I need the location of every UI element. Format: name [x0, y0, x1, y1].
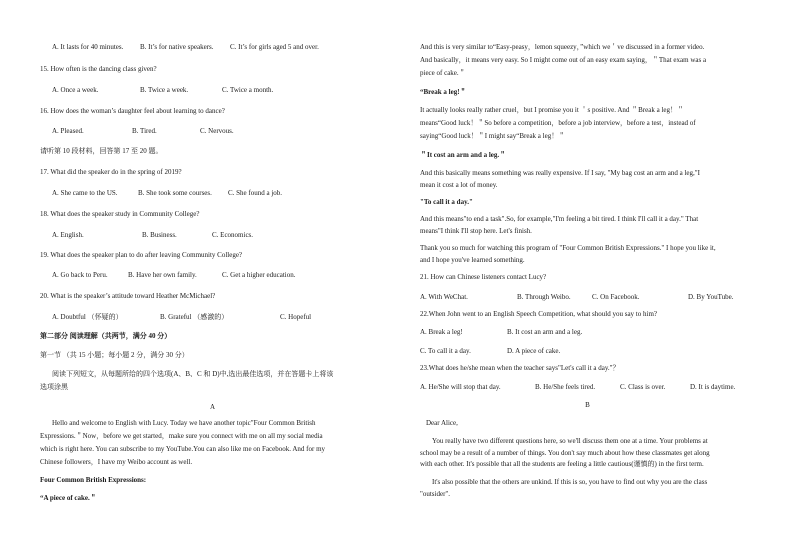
question-22: 22.When John went to an English Speech Competition, what should you say to him? — [420, 310, 657, 318]
section-one-heading: 第一节 （共 15 小题；每小题 2 分，满分 30 分） — [40, 351, 189, 359]
piece-of-cake-heading: “A piece of cake.＂ — [40, 494, 97, 502]
passage-a-line: mean it cost a lot of money. — [420, 181, 498, 189]
passage-a-line: piece of cake.＂ — [420, 69, 466, 77]
passage-a-label: A — [209, 403, 216, 411]
passage-b-label: B — [585, 401, 590, 409]
q18-option-a: A. English. — [52, 231, 84, 239]
q17-option-c: C. She found a job. — [228, 189, 283, 197]
passage-a-line: means"I think I'll stop here. Let's finish. — [420, 227, 532, 235]
letter-greeting: Dear Alice, — [426, 419, 458, 427]
question-20: 20. What is the speaker’s attitude toward Heather McMichael? — [40, 292, 216, 300]
passage-a-line: And this basically means something was really expensive. If I say, "My bag cost an arm and a leg,"I — [420, 169, 700, 177]
q18-option-b: B. Business. — [142, 231, 177, 239]
q19-option-c: C. Get a higher education. — [222, 271, 296, 279]
q22-option-b: B. It cost an arm and a leg. — [507, 328, 583, 336]
q23-option-d: D. It is daytime. — [690, 383, 736, 391]
q21-option-b: B. Through Weibo. — [517, 293, 571, 301]
break-a-leg-heading: “Break a leg!＂ — [420, 88, 467, 96]
q14-option-b: B. It’s for native speakers. — [140, 43, 214, 51]
q14-option-c: C. It’s for girls aged 5 and over. — [230, 43, 319, 51]
passage-a-line: which is right here. You can subscribe to my YouTube.You can also like me on Facebook. And for my — [40, 445, 326, 453]
question-19: 19. What does the speaker plan to do after leaving Community College? — [40, 251, 243, 259]
q16-option-c: C. Nervous. — [200, 127, 234, 135]
passage-b-line: with each other. It's possible that all the students are feeling a little cautious(谨慎的) in the first term. — [420, 460, 704, 468]
q15-option-c: C. Twice a month. — [222, 86, 274, 94]
q23-option-c: C. Class is over. — [620, 383, 666, 391]
q20-option-b: B. Grateful （感激的） — [160, 313, 229, 321]
q21-option-a: A. With WeChat. — [420, 293, 468, 301]
listening-instruction: 请听第 10 段材料，回答第 17 至 20 题。 — [40, 147, 163, 155]
q19-option-a: A. Go back to Peru. — [52, 271, 108, 279]
q23-option-a: A. He/She will stop that day. — [420, 383, 501, 391]
passage-a-line: saying“Good luck！＂I might say“Break a leg！＂ — [420, 132, 566, 140]
passage-b-line: It's also possible that the others are unkind. If this is so, you have to find out why you are the class — [432, 478, 708, 486]
q15-option-a: A. Once a week. — [52, 86, 99, 94]
q17-option-b: B. She took some courses. — [138, 189, 212, 197]
passage-a-line: And this is very similar to“Easy-peasy，lemon squeezy，”which we＇ve discussed in a former video. — [420, 43, 705, 51]
passage-a-line: Chinese followers，I have my Weibo account as well. — [40, 458, 193, 466]
call-it-a-day-heading: "To call it a day." — [420, 198, 473, 206]
q22-option-a: A. Break a leg! — [420, 328, 463, 336]
q16-option-a: A. Pleased. — [52, 127, 84, 135]
passage-b-line: "outsider". — [420, 490, 451, 498]
passage-a-line: Hello and welcome to English with Lucy. Today we have another topic"Four Common British — [52, 419, 316, 427]
passage-a-line: And this means"to end a task".So, for example,"I'm feeling a bit tired. I think I'll call it a day." That — [420, 215, 699, 223]
question-17: 17. What did the speaker do in the spring of 2019? — [40, 168, 182, 176]
question-21: 21. How can Chinese listeners contact Lucy? — [420, 273, 547, 281]
arm-and-leg-heading: ＂It cost an arm and a leg.＂ — [420, 151, 507, 159]
q19-option-b: B. Have her own family. — [128, 271, 197, 279]
passage-b-line: school may be a result of a number of things. You don't say much about how these classmates get along — [420, 449, 710, 457]
q20-option-c: C. Hopeful — [280, 313, 312, 321]
part-two-heading: 第二部分 阅读理解（共两节，满分 40 分） — [40, 332, 172, 340]
q23-option-b: B. He/She feels tired. — [535, 383, 596, 391]
question-18: 18. What does the speaker study in Community College? — [40, 210, 200, 218]
passage-a-line: Thank you so much for watching this program of "Four Common British Expressions." I hope you like it, — [420, 244, 716, 252]
q21-option-c: C. On Facebook. — [592, 293, 640, 301]
q15-option-b: B. Twice a week. — [140, 86, 189, 94]
passage-a-line: means“Good luck！＂So before a competition，before a job interview，before a test，instead of — [420, 119, 696, 127]
passage-a-line: It actually looks really rather cruel，but I promise you it ＇s positive. And ＂Break a leg！＂ — [420, 106, 684, 114]
q21-option-d: D. By YouTube. — [688, 293, 734, 301]
q14-option-a: A. It lasts for 40 minutes. — [52, 43, 124, 51]
passage-a-line: And basically，it means very easy. So I might come out of an easy exam saying，＂That exam was a — [420, 56, 707, 64]
expressions-heading: Four Common British Expressions: — [40, 476, 147, 484]
q16-option-b: B. Tired. — [132, 127, 157, 135]
q18-option-c: C. Economics. — [212, 231, 254, 239]
passage-a-line: Expressions.＂Now，before we get started，make sure you connect with me on all my social media — [40, 432, 323, 440]
q22-option-c: C. To call it a day. — [420, 347, 471, 355]
q17-option-a: A. She came to the US. — [52, 189, 118, 197]
passage-a-line: and I hope you've learned something. — [420, 256, 525, 264]
passage-b-line: You really have two different questions here, so we'll discuss them one at a time. Your problems at — [432, 437, 708, 445]
question-16: 16. How does the woman’s daughter feel about learning to dance? — [40, 107, 225, 115]
q20-option-a: A. Doubtful （怀疑的） — [52, 313, 123, 321]
reading-instruction: 阅读下列短文，从每题所给的四个选项(A、B、C 和 D)中,选出最佳选项，并在答题卡上将该 — [52, 370, 334, 378]
q22-option-d: D. A piece of cake. — [507, 347, 561, 355]
question-23: 23.What does he/she mean when the teacher says"Let's call it a day."？ — [420, 364, 620, 372]
reading-instruction-cont: 选项涂黑 — [40, 383, 68, 391]
question-15: 15. How often is the dancing class given? — [40, 65, 157, 73]
